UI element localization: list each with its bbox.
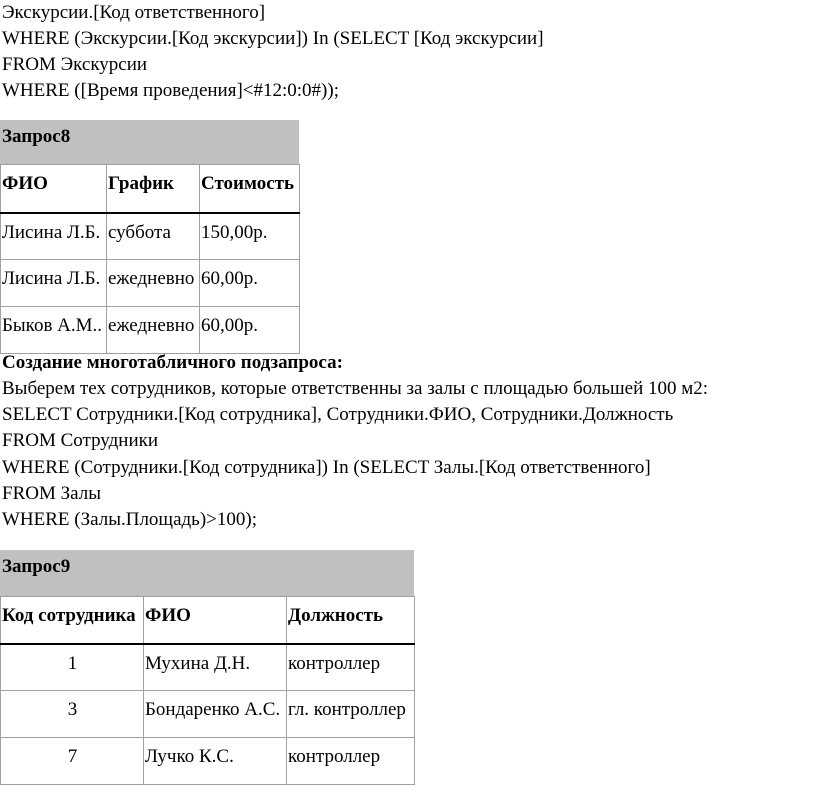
text-line-3: FROM Сотрудники <box>2 430 159 451</box>
cell-cost: 60,00р. <box>200 307 300 354</box>
text-line-6: WHERE (Залы.Площадь)>100); <box>2 509 257 530</box>
table-row <box>1 738 415 785</box>
cell-fio: Лучко К.С. <box>144 738 287 785</box>
cell-cost: 60,00р. <box>200 260 300 307</box>
column-header-fio: ФИО <box>144 597 287 644</box>
cell-cost: 150,00р. <box>200 213 300 260</box>
section-heading: Создание многотабличного подзапроса: <box>2 352 343 373</box>
cell-fio: Быков А.М.. <box>1 307 107 354</box>
table-row <box>1 644 415 691</box>
text-line-2: SELECT Сотрудники.[Код сотрудника], Сотрудники.ФИО, Сотрудники.Должность <box>2 404 674 425</box>
column-header-position: Должность <box>287 597 415 644</box>
cell-employee-code: 1 <box>1 644 144 691</box>
cell-position: контроллер <box>287 644 415 691</box>
cell-position: гл. контроллер <box>287 691 415 738</box>
cell-schedule: суббота <box>107 213 200 260</box>
sql-line-3: FROM Экскурсии <box>2 54 148 75</box>
text-line-5: FROM Залы <box>2 483 101 504</box>
table-row <box>1 213 300 260</box>
column-header-cost: Стоимость <box>200 165 300 213</box>
column-header-fio: ФИО <box>1 165 107 213</box>
cell-position: контроллер <box>287 738 415 785</box>
cell-fio: Лисина Л.Б. <box>1 260 107 307</box>
table-header-row <box>1 165 300 213</box>
query9-table <box>0 596 415 785</box>
query9-title: Запрос9 <box>0 550 414 596</box>
table-row <box>1 691 415 738</box>
cell-employee-code: 7 <box>1 738 144 785</box>
cell-fio: Бондаренко А.С. <box>144 691 287 738</box>
cell-schedule: ежедневно <box>107 260 200 307</box>
query8-table <box>0 164 300 354</box>
cell-fio: Лисина Л.Б. <box>1 213 107 260</box>
column-header-schedule: График <box>107 165 200 213</box>
text-line-4: WHERE (Сотрудники.[Код сотрудника]) In (SELECT Залы.[Код ответственного] <box>2 457 651 478</box>
query8-title: Запрос8 <box>0 120 299 164</box>
sql-line-2: WHERE (Экскурсии.[Код экскурсии]) In (SELECT [Код экскурсии] <box>2 28 544 49</box>
cell-employee-code: 3 <box>1 691 144 738</box>
cell-schedule: ежедневно <box>107 307 200 354</box>
table-row <box>1 260 300 307</box>
sql-line-4: WHERE ([Время проведения]<#12:0:0#)); <box>2 80 339 101</box>
sql-line-1: Экскурсии.[Код ответственного] <box>2 2 266 23</box>
table-header-row <box>1 597 415 644</box>
table-row <box>1 307 300 354</box>
text-line-1: Выберем тех сотрудников, которые ответственны за залы с площадью большей 100 м2: <box>2 378 709 399</box>
cell-fio: Мухина Д.Н. <box>144 644 287 691</box>
column-header-employee-code: Код сотрудника <box>1 597 144 644</box>
